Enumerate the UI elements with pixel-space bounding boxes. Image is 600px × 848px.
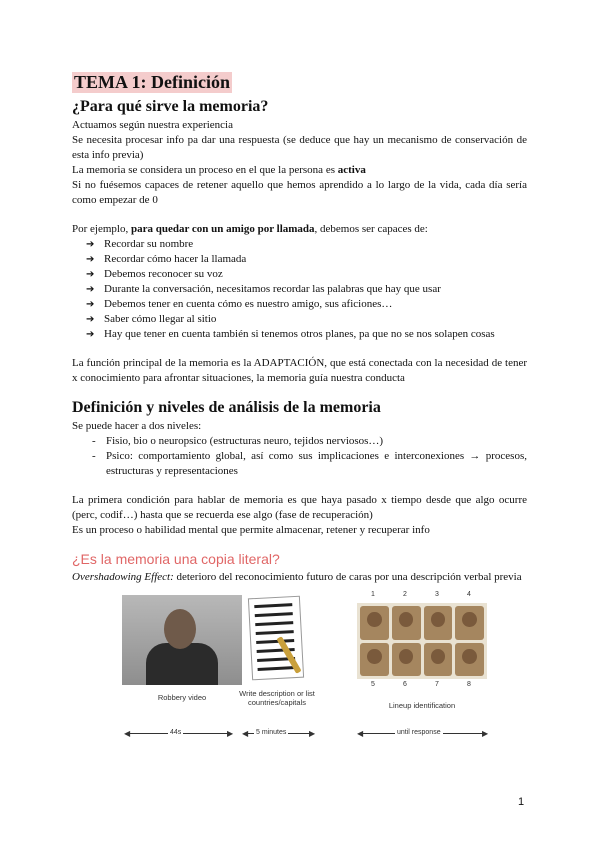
list-item-text: Debemos reconocer su voz: [104, 268, 223, 280]
lineup-face: [392, 606, 421, 640]
arrow-bullet-icon: ➔: [86, 329, 95, 340]
list-item: [86, 297, 527, 312]
list-item-text: Debemos tener en cuenta cómo es nuestro amigo, sus aficiones…: [104, 298, 393, 310]
page-title: TEMA 1: Definición: [74, 72, 230, 92]
paragraph: [72, 163, 527, 178]
italic-term: Overshadowing Effect:: [72, 571, 174, 583]
caption-robbery-video: Robbery video: [157, 693, 207, 702]
lineup-face: [360, 643, 389, 677]
list-item: [86, 252, 527, 267]
list-item-text: Recordar su nombre: [104, 238, 194, 250]
list-item: [86, 282, 527, 297]
bold-text: activa: [337, 164, 366, 176]
timeline-segment-delay: ◀ ▶ 5 minutes: [242, 729, 316, 738]
text-run: La memoria se considera un proceso en el que la persona es: [72, 164, 338, 176]
document-page: [72, 72, 527, 751]
section-heading-purpose: ¿Para qué sirve la memoria?: [72, 98, 269, 115]
lineup-face: [424, 606, 453, 640]
lineup-number: 3: [435, 591, 439, 598]
list-item-text: Saber cómo llegar al sitio: [104, 313, 217, 325]
time-label: until response: [397, 729, 441, 736]
list-item-text: Hay que tener en cuenta también si tenemos otros planes, pa que no se nos solapen cosas: [104, 328, 495, 340]
text-run: deterioro del reconocimiento futuro de caras por una descripción verbal previa: [173, 571, 522, 583]
lineup-number: 1: [371, 591, 375, 598]
list-item: [86, 327, 527, 342]
list-item: [86, 312, 527, 327]
written-description-image: [242, 595, 312, 685]
arrow-bullet-icon: ➔: [86, 269, 95, 280]
time-label: 5 minutes: [256, 729, 287, 736]
arrow-bullet-icon: ➔: [86, 239, 95, 250]
list-item: [86, 267, 527, 282]
section-heading-definition: Definición y niveles de análisis de la memoria: [72, 399, 381, 416]
lineup-image: [357, 591, 487, 691]
paragraph: [72, 222, 527, 237]
lineup-face: [360, 606, 389, 640]
list-item-text: Fisio, bio o neuropsico (estructuras neuro, tejidos nerviosos…): [106, 435, 384, 447]
text-run: , debemos ser capaces de:: [314, 223, 428, 235]
paragraph: Si no fuésemos capaces de retener aquello que hemos aprendido a lo largo de la vida, cada día sería como empezar de 0: [72, 179, 527, 206]
lineup-number: 4: [467, 591, 471, 598]
lineup-number: 7: [435, 681, 439, 688]
lineup-face: [424, 643, 453, 677]
list-item: [92, 434, 527, 449]
paragraph: Actuamos según nuestra experiencia: [72, 119, 233, 131]
arrow-bullet-icon: ➔: [86, 254, 95, 265]
list-item-text: Psico: comportamiento global, así como sus implicaciones e interconexiones → procesos, estructuras y representaciones: [106, 450, 527, 477]
caption-write-description: Write description or list countries/capitals: [239, 689, 315, 707]
lineup-number: 6: [403, 681, 407, 688]
list-item-text: Durante la conversación, necesitamos recordar las palabras que hay que usar: [104, 283, 441, 295]
lineup-number: 8: [467, 681, 471, 688]
dash-list: [72, 434, 527, 479]
timeline-segment-response: ◀ ▶ until response: [357, 729, 489, 738]
paragraph: La primera condición para hablar de memoria es que haya pasado x tiempo desde que algo ocurre (perc, codif…) hasta que se recuerda ese algo (fase de recuperación): [72, 494, 527, 521]
paragraph: La función principal de la memoria es la ADAPTACIÓN, que está conectada con la necesidad de tener x conocimiento para afrontar situaciones, la memoria guía nuestra conducta: [72, 357, 527, 384]
dash-bullet: -: [92, 450, 96, 462]
section-heading-literal-copy: ¿Es la memoria una copia literal?: [72, 551, 280, 567]
arrow-bullet-icon: ➔: [86, 284, 95, 295]
bold-text: para quedar con un amigo por llamada: [130, 223, 315, 235]
text-run: Por ejemplo,: [72, 223, 131, 235]
arrow-bullet-icon: ➔: [86, 314, 95, 325]
paragraph: Se necesita procesar info pa dar una respuesta (se deduce que hay un mecanismo de conservación de esta info previa): [72, 134, 527, 161]
list-item: [86, 237, 527, 252]
paragraph: Es un proceso o habilidad mental que permite almacenar, retener y recuperar info: [72, 524, 430, 536]
timeline-segment-video: ◀ ▶ 44s: [124, 729, 234, 738]
arrow-list: [72, 237, 527, 342]
arrow-bullet-icon: ➔: [86, 299, 95, 310]
time-label: 44s: [170, 729, 182, 736]
paragraph: Se puede hacer a dos niveles:: [72, 420, 202, 432]
paragraph: [72, 570, 527, 585]
list-item: [92, 449, 527, 479]
list-item-text: Recordar cómo hacer la llamada: [104, 253, 247, 265]
lineup-face: [455, 643, 484, 677]
page-number: 1: [518, 796, 525, 808]
lineup-number: 2: [403, 591, 407, 598]
lineup-face: [455, 606, 484, 640]
dash-bullet: -: [92, 435, 96, 447]
caption-lineup: Lineup identification: [388, 701, 456, 710]
lineup-face: [392, 643, 421, 677]
robbery-video-image: [122, 595, 242, 685]
lineup-number: 5: [371, 681, 375, 688]
overshadowing-figure: [72, 591, 527, 751]
